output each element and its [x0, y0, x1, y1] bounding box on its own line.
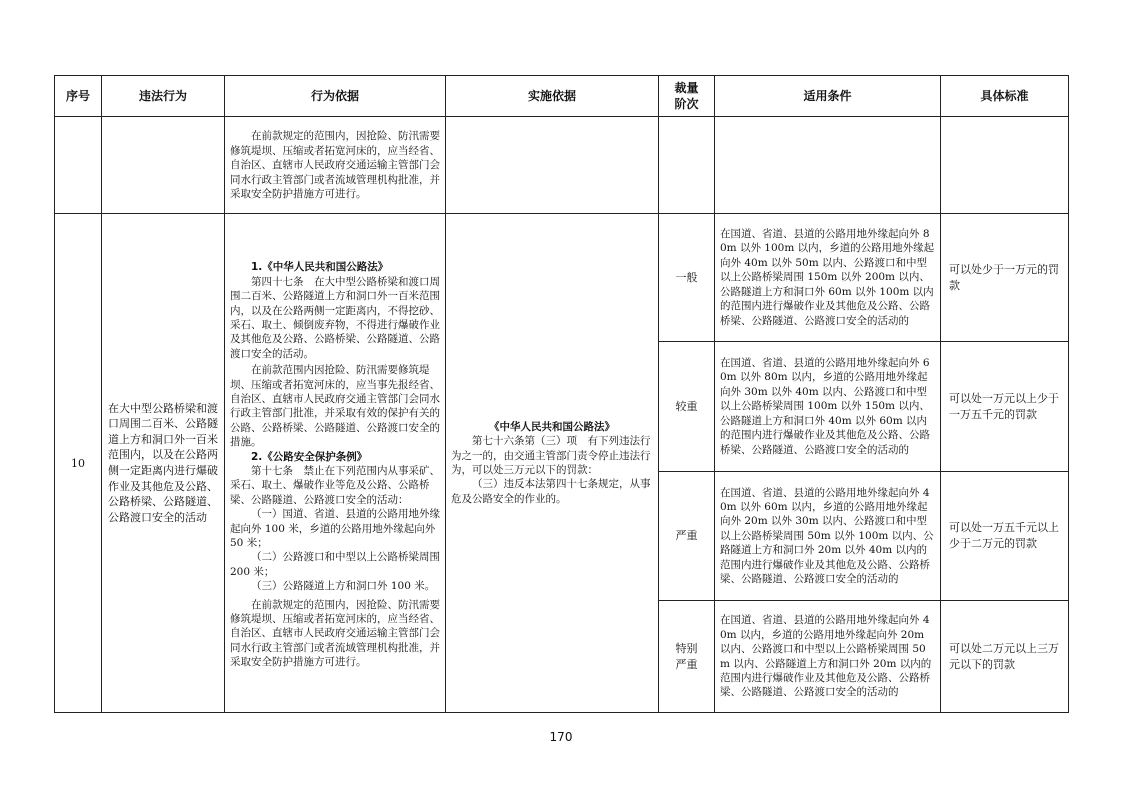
condition-cell [715, 601, 941, 713]
law2-paragraph-2: 在前款规定的范围内，因抢险、防汛需要修筑堤坝、压缩或者拓宽河床的，应当经省、自治区、直辖市人民政府交通运输主管部门会同水行政主管部门或者流域管理机构批准，并采取安全防护措施方可进行。 [230, 598, 440, 669]
header-implementation-basis: 实施依据 [446, 76, 659, 117]
standard-text: 可以处少于一万元的罚款 [949, 262, 1059, 292]
standard-cell [941, 342, 1069, 472]
standard-text: 可以处二万元以上三万元以下的罚款 [949, 641, 1059, 671]
level-label: 较重 [675, 399, 698, 413]
law1-article: 第四十七条 在大中型公路桥梁和渡口周围二百米、公路隧道上方和洞口外一百米范围内，以及在公路两侧一定距离内，不得挖砂、采石、取土、倾倒废弃物，不得进行爆破作业及其他危及公路、公路桥梁、公路隧道、公路渡口安全的活动。 [230, 275, 440, 360]
cont-no-cell [55, 117, 102, 214]
condition-text: 在国道、省道、县道的公路用地外缘起向外 40m 以内，乡道的公路用地外缘起向外 20m 以内、公路渡口和中型以上公路桥梁周围 50m 以内、公路隧道上方和洞口外 20m 以内的范围内进行爆破作业及其他危及公路、公路桥梁、公路隧道、公路渡口安全的活动的 [720, 614, 932, 699]
cont-standard-cell [941, 117, 1069, 214]
header-specific-standard: 具体标准 [941, 76, 1069, 117]
condition-text: 在国道、省道、县道的公路用地外缘起向外 80m 以外 100m 以内，乡道的公路用地外缘起向外 40m 以外 50m 以内、公路渡口和中型以上公路桥梁周围 150m 以外 200m 以内、公路隧道上方和洞口外 60m 以外 100m 以内的范围内进行爆破作业及其他危及公路、公路桥梁、公路隧道、公路渡口安全的活动的 [720, 228, 935, 327]
violation-cell [102, 214, 225, 713]
law1-paragraph-2: 在前款范围内因抢险、防汛需要修筑堤坝、压缩或者拓宽河床的，应当事先报经省、自治区、直辖市人民政府交通主管部门会同水行政主管部门批准，并采取有效的保护有关的公路、公路桥梁、公路隧道、公路渡口安全的措施。 [230, 364, 440, 449]
penalty-table [54, 75, 1069, 713]
level-cell [659, 342, 715, 472]
standard-cell [941, 601, 1069, 713]
table-row [55, 214, 1069, 342]
level-cell [659, 214, 715, 342]
impl-law-title: 《中华人民共和国公路法》 [489, 420, 615, 433]
standard-text: 可以处一万元以上少于一万五千元的罚款 [949, 391, 1059, 421]
header-row [55, 76, 1069, 117]
serial-number-cell [55, 214, 102, 713]
law1-title: 1.《中华人民共和国公路法》 [251, 261, 389, 274]
level-cell [659, 601, 715, 713]
page-number: 170 [549, 730, 573, 744]
law2-item-2: （二）公路渡口和中型以上公路桥梁周围 200 米； [230, 551, 440, 578]
cont-level-cell [659, 117, 715, 214]
serial-number: 10 [71, 456, 85, 470]
header-violation: 违法行为 [102, 76, 225, 117]
header-serial-number: 序号 [55, 76, 102, 117]
header-behavior-basis: 行为依据 [225, 76, 446, 117]
header-discretion-level [659, 76, 715, 117]
level-label: 特别严重 [675, 641, 698, 671]
cont-basis-text: 在前款规定的范围内，因抢险、防汛需要修筑堤坝、压缩或者拓宽河床的，应当经省、自治区、直辖市人民政府交通运输主管部门会同水行政主管部门或者流域管理机构批准，并采取安全防护措施方可进行。 [230, 130, 440, 201]
level-label: 严重 [675, 529, 698, 542]
implementation-basis-cell [446, 214, 659, 713]
cont-impl-cell [446, 117, 659, 214]
continuation-row [55, 117, 1069, 214]
standard-text: 可以处一万五千元以上少于二万元的罚款 [949, 521, 1059, 550]
cont-violation-cell [102, 117, 225, 214]
level-label: 一般 [675, 270, 698, 284]
condition-cell [715, 214, 941, 342]
law2-item-1: （一）国道、省道、县道的公路用地外缘起向外 100 米，乡道的公路用地外缘起向外 50 米； [230, 508, 440, 550]
cont-condition-cell [715, 117, 941, 214]
condition-text: 在国道、省道、县道的公路用地外缘起向外 60m 以外 80m 以内，乡道的公路用地外缘起向外 30m 以外 40m 以内、公路渡口和中型以上公路桥梁周围 100m 以外 150m 以内、公路隧道上方和洞口外 40m 以外 60m 以内的范围内进行爆破作业及其他危及公路、公路桥梁、公路隧道、公路渡口安全的活动的 [720, 357, 930, 456]
condition-text: 在国道、省道、县道的公路用地外缘起向外 40m 以外 60m 以内，乡道的公路用地外缘起向外 20m 以外 30m 以内、公路渡口和中型以上公路桥梁周围 50m 以外 100m 以内、公路隧道上方和洞口外 20m 以外 40m 以内的范围内进行爆破作业及其他危及公路、公路桥梁、公路隧道、公路渡口安全的活动的 [720, 486, 934, 586]
header-applicable-conditions: 适用条件 [715, 76, 941, 117]
behavior-basis-cell [225, 214, 446, 713]
condition-cell [715, 342, 941, 472]
impl-item: （三）违反本法第四十七条规定，从事危及公路安全的作业的。 [451, 478, 651, 505]
standard-cell [941, 472, 1069, 601]
condition-cell [715, 472, 941, 601]
law2-article: 第十七条 禁止在下列范围内从事采矿、采石、取土、爆破作业等危及公路、公路桥梁、公路隧道、公路渡口安全的活动： [230, 465, 440, 506]
header-discretion-level-text: 裁量阶次 [674, 81, 699, 111]
violation-text: 在大中型公路桥梁和渡口周围二百米、公路隧道上方和洞口外一百米范围内，以及在公路两侧一定距离内进行爆破作业及其他危及公路、公路桥梁、公路隧道、公路渡口安全的活动 [108, 401, 218, 524]
standard-cell [941, 214, 1069, 342]
cont-basis-cell [225, 117, 446, 214]
impl-article: 第七十六条第（三）项 有下列违法行为之一的，由交通主管部门责令停止违法行为，可以处三万元以下的罚款： [451, 435, 651, 476]
law2-title: 2.《公路安全保护条例》 [251, 450, 368, 463]
law2-item-3: （三）公路隧道上方和洞口外 100 米。 [251, 580, 436, 593]
level-cell [659, 472, 715, 601]
